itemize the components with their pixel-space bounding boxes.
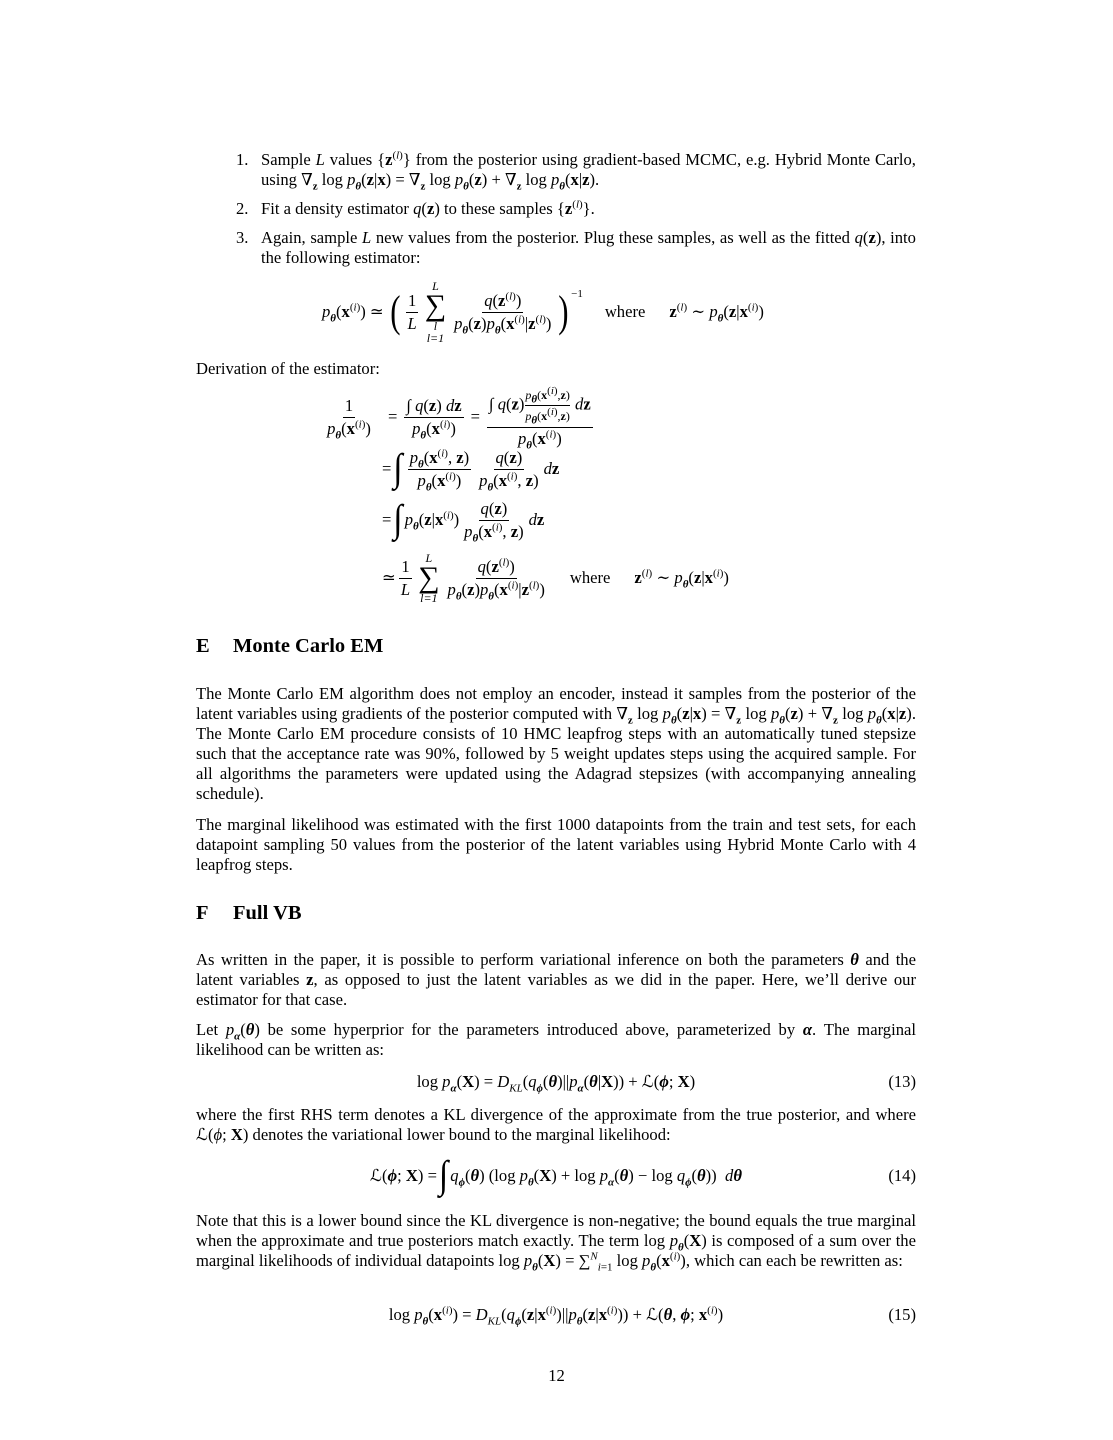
page-number: 12: [548, 1366, 565, 1385]
paragraph-mcem-2: The marginal likelihood was estimated with the first 1000 datapoints from the train and test sets, for each datapoint sampling 50 values from the posterior of the latent variables using Hybrid Monte Carlo with 4 leapfrog steps.: [196, 815, 916, 874]
equation-13: $\log p_\alpha(X) = D_{KL}(q_\phi(\theta)||p_\alpha(\theta|X))$ + ℒ(ϕ; X) (13): [416, 1072, 916, 1095]
paragraph-fullvb-3: where the first RHS term denotes a KL divergence of the approximate from the true posterior, and where ℒ(ϕ; X) denotes the variational lower bound to the marginal likelihood:: [196, 1105, 916, 1144]
section-heading-e: E Monte Carlo EM: [196, 635, 384, 657]
paragraph-fullvb-1: As written in the paper, it is possible to perform variational inference on both the parameters θ and the latent variables z, as opposed to just the latent variables as we did in the paper. Here, we’ll derive our estimator for that case.: [196, 950, 916, 1009]
numbered-list: [196, 150, 916, 277]
equation-14: ℒ(ϕ; X) = ∫ $q_\phi(\theta)$ (log $p_\theta(X) + \log p_\alpha(\theta) - \log q_\phi(\theta)$) dθ (14): [370, 1154, 916, 1197]
list-item: 3. Again, sample L new values from the posterior. Plug these samples, as well as the fitted q(z), into the following estimator:: [236, 228, 916, 267]
list-item: 1. Sample L values $\{z^{(l)}\}$ from the posterior using gradient-based MCMC, e.g. Hybrid Monte Carlo, using $\nabla_z$ $\log p_\theta(z|x) = \nabla_z$ $\log p_\theta(z) + \nabla_z$ $\log p_\theta(x|z)$.: [236, 149, 916, 193]
paragraph-fullvb-2: Let $p_\alpha(\theta)$ be some hyperprior for the parameters introduced above, parameterized by α. The marginal likelihood can be written as:: [196, 1020, 916, 1059]
equation-15: $\log p_\theta(x^{(i)}) = D_{KL}(q_\phi(z|x^{(i)})||p_\theta(z|x^{(i)}))$ + ℒ(θ, ϕ; $x^{(i)}$) (15): [388, 1304, 916, 1328]
paragraph-mcem-1: The Monte Carlo EM algorithm does not employ an encoder, instead it samples from the posterior of the latent variables using gradients of the posterior computed with $\nabla_z$ $\log p_\theta(z|x) = \nabla_z$ $\log p_\theta(z) + \nabla_z$ $\log p_\theta(x|z)$. The Monte Carlo EM procedure consists of 10 HMC leapfrog steps with an automatically tuned stepsize such that the acceptance rate was 90%, followed by 5 weight updates steps using the acquired sample. For all algorithms the parameters were updated using the Adagrad stepsizes (with accompanying annealing schedule).: [196, 684, 916, 803]
paragraph-fullvb-4: Note that this is a lower bound since the KL divergence is non-negative; the bound equals the true marginal when the approximate and true posteriors match exactly. The term $\log p_\theta(X)$ is composed of a sum over the marginal likelihoods of individual datapoints $\log p_\theta(X) = \sum^N_{i=1}$ $\log p_\theta(x^{(i)})$, which can each be rewritten as:: [196, 1211, 916, 1274]
section-heading-f: F Full VB: [196, 902, 302, 924]
derivation-equations: $\frac{1}{p_\theta(x^{(i)})}$ = $\frac{\int q(z) dz}{p_\theta(x^{(i)})}$ = ∫ q(z) $\frac{p_\theta(x^{(i)},z)}{p_\theta(x^{(i)},z)}$ dz $p_\theta(x^{(i)})$ = ∫ $\frac{p_\theta(x^{(i)}, z)}{p_\theta(x^{(i)})}$ $\frac{q(z)}{p_\theta(x^{(i)}, z)}$ dz = ∫ $p_\theta(z|x^{(i)})$ $\frac{q(z)}{p_\theta(x^{(i)}, z)}$ dz ≃ $\frac{1}{L}$ L ∑ l=1 $\frac{q(z^{(l)})}{p_\theta(z)p_\theta(x^{(i)}|z^{(l)})}$ where $z^{(l)}$ ∼ $p_\theta(z|x^{(i)})$: [327, 385, 729, 605]
list-item: 2. Fit a density estimator q(z) to these samples $\{z^{(l)}\}$.: [236, 198, 595, 218]
derivation-label: Derivation of the estimator:: [196, 359, 380, 378]
estimator-equation: $p_\theta(x^{(i)})$ ≃ ( $\frac{1}{L}$ L ∑ l l=1 $\frac{q(z^{(l)})}{p_\theta(z)p_\theta(x^{(i)}|z^{(l)})}$ ) $^{-1}$ where $z^{(l)}$ ∼ $p_\theta(z|x^{(i)})$: [322, 279, 764, 345]
